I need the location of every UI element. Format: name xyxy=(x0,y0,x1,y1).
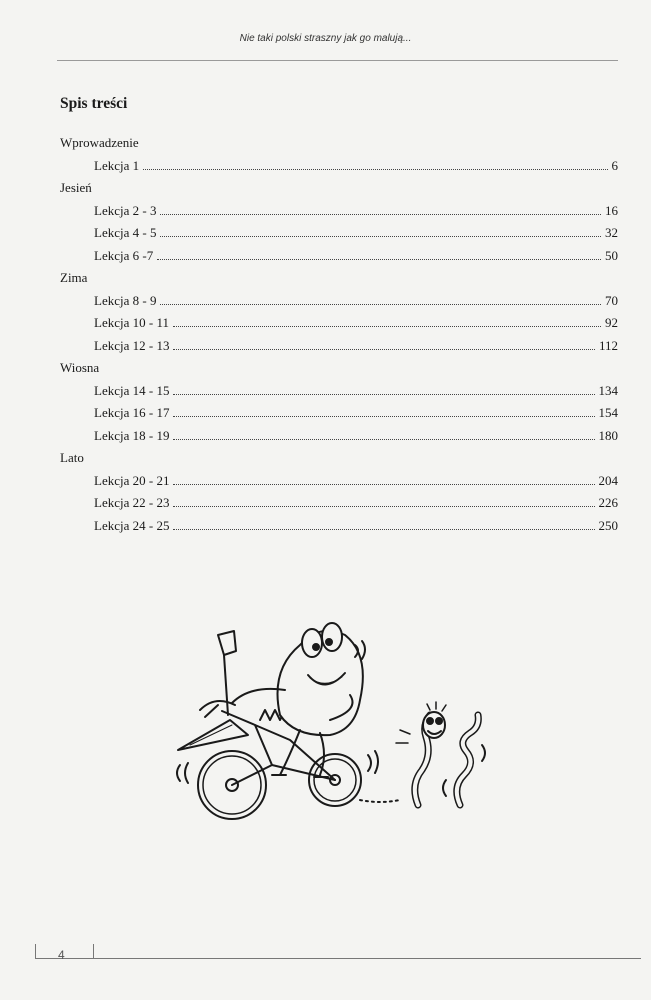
toc-entry-label: Lekcja 2 - 3 xyxy=(94,202,157,218)
toc-section xyxy=(60,267,618,357)
toc-section xyxy=(60,132,618,177)
toc-section xyxy=(60,357,618,447)
toc-section-title: Wiosna xyxy=(60,360,100,375)
toc-entry-label: Lekcja 10 - 11 xyxy=(94,315,169,330)
dot-leader xyxy=(157,250,601,260)
toc-section-title: Wprowadzenie xyxy=(60,135,139,150)
toc-entry-label: Lekcja 22 - 23 xyxy=(94,495,170,510)
toc-entry-page: 226 xyxy=(598,495,618,510)
header-divider xyxy=(57,60,618,61)
toc-entry-page: 50 xyxy=(605,247,618,263)
running-header: Nie taki polski straszny jak go malują... xyxy=(239,33,412,44)
toc-entry-page: 134 xyxy=(598,382,618,398)
toc-title: Spis treści xyxy=(60,95,128,112)
cartoon-cyclist-and-worm-icon xyxy=(160,615,500,840)
toc-entry[interactable] xyxy=(94,245,618,268)
toc-entry-page: 112 xyxy=(598,337,618,353)
toc-entry[interactable] xyxy=(94,492,618,515)
toc-section xyxy=(60,177,618,267)
dot-leader xyxy=(173,385,594,395)
dot-leader xyxy=(173,407,594,417)
toc-entry[interactable] xyxy=(94,155,618,178)
dot-leader xyxy=(173,340,595,350)
toc-entry-page: 16 xyxy=(605,202,618,218)
toc-entry-label: Lekcja 1 xyxy=(94,157,140,173)
toc-entry[interactable] xyxy=(94,312,618,335)
toc-entry-page: 250 xyxy=(598,517,618,533)
toc-entry-page: 180 xyxy=(598,427,618,443)
toc-entry-label: Lekcja 12 - 13 xyxy=(94,337,170,353)
toc-section-title: Lato xyxy=(60,450,84,465)
toc-section xyxy=(60,447,618,537)
toc-entry[interactable] xyxy=(94,470,618,493)
toc-entry[interactable] xyxy=(94,515,618,538)
toc-entry-label: Lekcja 14 - 15 xyxy=(94,382,170,398)
table-of-contents xyxy=(60,132,618,537)
toc-entry-page: 92 xyxy=(605,315,618,330)
toc-entry[interactable] xyxy=(94,290,618,313)
toc-entry-label: Lekcja 24 - 25 xyxy=(94,517,170,533)
dot-leader xyxy=(160,227,601,237)
toc-entry[interactable] xyxy=(94,222,618,245)
toc-entry-page: 70 xyxy=(605,292,618,308)
toc-entry-page: 154 xyxy=(598,405,618,420)
dot-leader xyxy=(143,160,607,170)
toc-entry-page: 6 xyxy=(611,157,618,173)
toc-entry-label: Lekcja 16 - 17 xyxy=(94,405,170,420)
toc-entry-label: Lekcja 4 - 5 xyxy=(94,225,157,240)
dot-leader xyxy=(160,205,601,215)
toc-entry-label: Lekcja 6 -7 xyxy=(94,247,154,263)
toc-entry-label: Lekcja 20 - 21 xyxy=(94,472,170,488)
toc-entry[interactable] xyxy=(94,402,618,425)
dot-leader xyxy=(173,497,594,507)
toc-section-title: Jesień xyxy=(60,180,92,195)
toc-entry[interactable] xyxy=(94,335,618,358)
toc-entry[interactable] xyxy=(94,200,618,223)
dot-leader xyxy=(173,475,594,485)
toc-section-title: Zima xyxy=(60,270,88,285)
cartoon-illustration xyxy=(160,615,500,845)
toc-entry-label: Lekcja 8 - 9 xyxy=(94,292,157,308)
dot-leader xyxy=(173,317,601,327)
toc-entry-page: 204 xyxy=(598,472,618,488)
footer-divider xyxy=(35,958,641,959)
toc-entry-page: 32 xyxy=(605,225,618,240)
toc-entry[interactable] xyxy=(94,425,618,448)
toc-entry[interactable] xyxy=(94,380,618,403)
page-number: 4 xyxy=(58,948,65,962)
dot-leader xyxy=(160,295,601,305)
toc-entry-label: Lekcja 18 - 19 xyxy=(94,427,170,443)
dot-leader xyxy=(173,520,594,530)
dot-leader xyxy=(173,430,594,440)
